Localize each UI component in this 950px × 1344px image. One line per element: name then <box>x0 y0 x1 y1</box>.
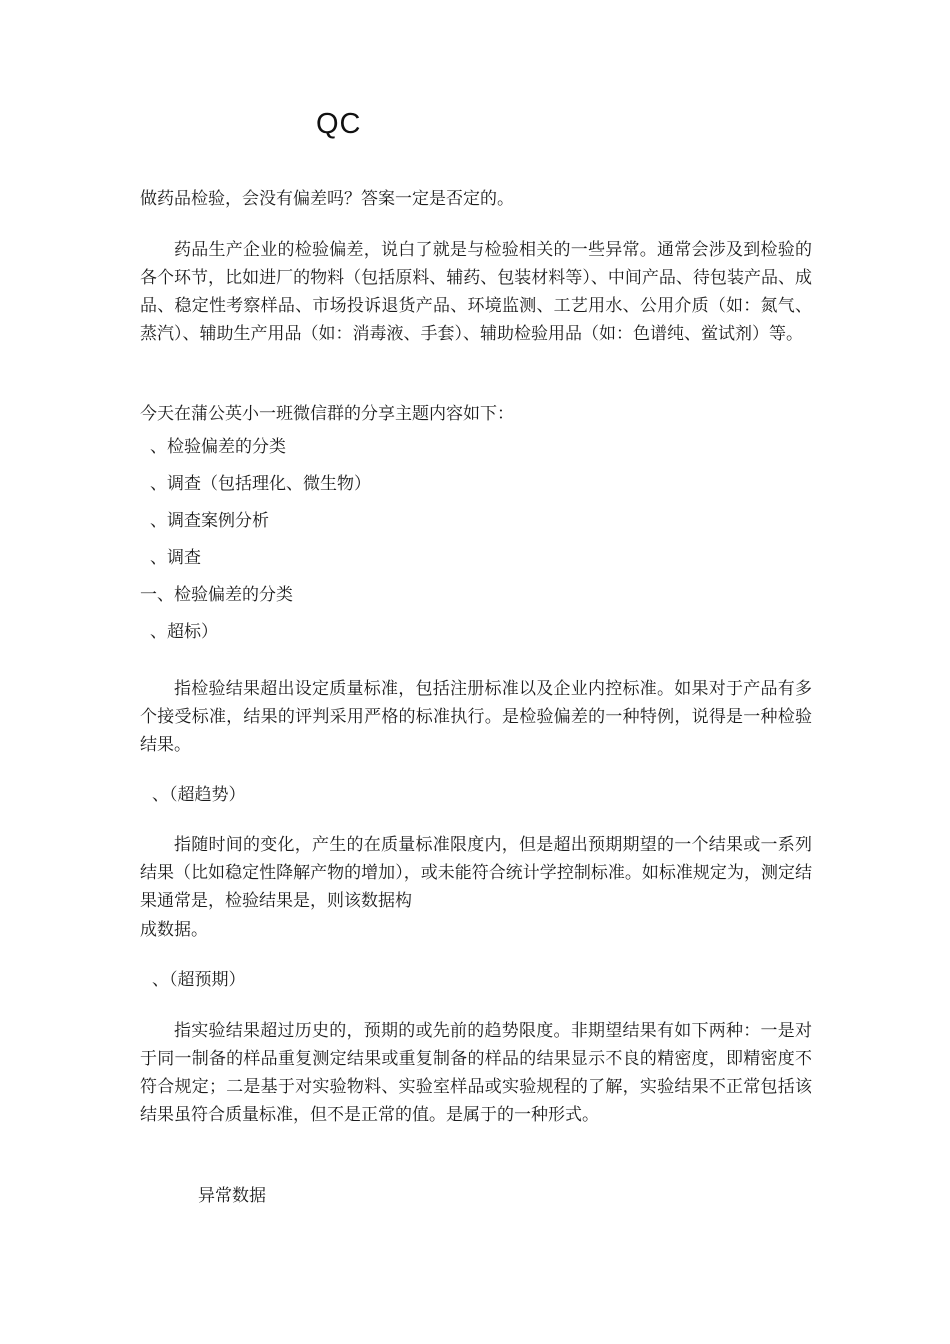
abnormal-data-label: 异常数据 <box>198 1186 266 1206</box>
topic-item-1: 、检验偏差的分类 <box>150 437 286 457</box>
topic-intro: 今天在蒲公英小一班微信群的分享主题内容如下： <box>140 404 514 424</box>
topic-item-2: 、调查（包括理化、微生物） <box>150 474 371 494</box>
topic-item-3: 、调查案例分析 <box>150 511 269 531</box>
document-title: QC <box>316 108 362 140</box>
topic-item-4: 、调查 <box>150 548 201 568</box>
section-heading-classification: 一、检验偏差的分类 <box>140 585 293 605</box>
sub-heading-oos: 、超标） <box>150 622 218 642</box>
paragraph-oot-continuation: 成数据。 <box>140 920 208 940</box>
paragraph-oe: 指实验结果超过历史的，预期的或先前的趋势限度。非期望结果有如下两种：一是对于同一制备的样品重复测定结果或重复制备的样品的结果显示不良的精密度，即精密度不符合规定；二是基于对实验物料、实验室样品或实验规程的了解，实验结果不正常包括该结果虽符合质量标准，但不是正常的值。是属于的一种形式。 <box>140 1021 812 1125</box>
sub-heading-oot: 、（超趋势） <box>152 785 246 805</box>
intro-line: 做药品检验，会没有偏差吗？答案一定是否定的。 <box>140 189 514 209</box>
paragraph-inspection-deviation: 药品生产企业的检验偏差，说白了就是与检验相关的一些异常。通常会涉及到检验的各个环节，比如进厂的物料（包括原料、辅药、包装材料等）、中间产品、待包装产品、成品、稳定性考察样品、市场投诉退货产品、环境监测、工艺用水、公用介质（如：氮气、蒸汽）、辅助生产用品（如：消毒液、手套）、辅助检验用品（如：色谱纯、鲎试剂）等。 <box>140 240 812 344</box>
sub-heading-oe: 、（超预期） <box>152 970 246 990</box>
paragraph-oot: 指随时间的变化，产生的在质量标准限度内，但是超出预期期望的一个结果或一系列结果（比如稳定性降解产物的增加），或未能符合统计学控制标准。如标准规定为，测定结果通常是，检验结果是，则该数据构 <box>140 835 812 911</box>
paragraph-oos: 指检验结果超出设定质量标准，包括注册标准以及企业内控标准。如果对于产品有多个接受标准，结果的评判采用严格的标准执行。是检验偏差的一种特例，说得是一种检验结果。 <box>140 679 812 755</box>
